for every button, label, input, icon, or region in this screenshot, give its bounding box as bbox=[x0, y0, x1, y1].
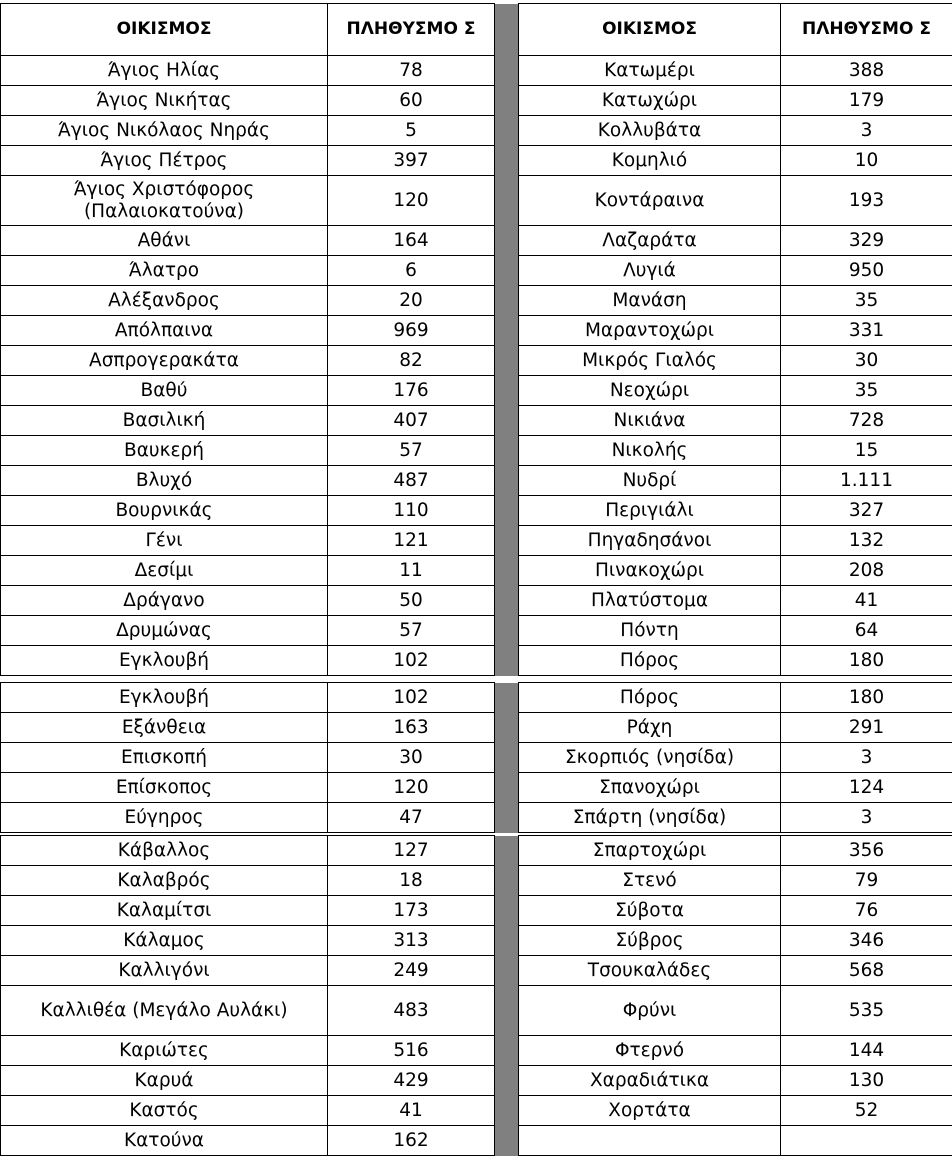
population-left: 102 bbox=[328, 683, 495, 713]
population-right: 1.111 bbox=[781, 466, 952, 496]
population-right: 30 bbox=[781, 346, 952, 376]
population-right: 41 bbox=[781, 586, 952, 616]
table-row bbox=[1, 773, 952, 803]
population-left: 969 bbox=[328, 316, 495, 346]
table-row bbox=[1, 956, 952, 986]
table-body-continued-1 bbox=[1, 683, 952, 833]
column-separator bbox=[495, 436, 519, 466]
header-population-left: ΠΛΗΘΥΣΜΟ Σ bbox=[328, 4, 495, 56]
population-left: 163 bbox=[328, 713, 495, 743]
column-separator bbox=[495, 956, 519, 986]
settlement-name-left: Καλαμίτσι bbox=[1, 896, 328, 926]
population-table-continued-2 bbox=[0, 835, 952, 1156]
population-left: 41 bbox=[328, 1096, 495, 1126]
table-row bbox=[1, 256, 952, 286]
settlement-name-right: Πόρος bbox=[519, 683, 781, 713]
column-separator bbox=[495, 646, 519, 676]
population-left: 5 bbox=[328, 116, 495, 146]
population-left: 50 bbox=[328, 586, 495, 616]
settlement-name-left: Καλαβρός bbox=[1, 866, 328, 896]
settlement-name-right: Σκορπιός (νησίδα) bbox=[519, 743, 781, 773]
population-left: 516 bbox=[328, 1036, 495, 1066]
settlement-name-left: Καστός bbox=[1, 1096, 328, 1126]
settlement-name-left: Δρυμώνας bbox=[1, 616, 328, 646]
settlement-name-left: Βλυχό bbox=[1, 466, 328, 496]
column-separator bbox=[495, 86, 519, 116]
population-right: 52 bbox=[781, 1096, 952, 1126]
table-row bbox=[1, 926, 952, 956]
population-right: 35 bbox=[781, 376, 952, 406]
population-right: 10 bbox=[781, 146, 952, 176]
settlement-name-left: Εγκλουβή bbox=[1, 646, 328, 676]
column-separator bbox=[495, 556, 519, 586]
settlement-name-right: Πηγαδησάνοι bbox=[519, 526, 781, 556]
table-row bbox=[1, 1036, 952, 1066]
population-right: 535 bbox=[781, 986, 952, 1036]
population-table-main bbox=[0, 3, 952, 676]
population-left: 11 bbox=[328, 556, 495, 586]
table-row bbox=[1, 586, 952, 616]
population-right: 132 bbox=[781, 526, 952, 556]
settlement-name-right: Κομηλιό bbox=[519, 146, 781, 176]
settlement-name-right: Λυγιά bbox=[519, 256, 781, 286]
settlement-name-right: Λαζαράτα bbox=[519, 226, 781, 256]
table-row bbox=[1, 556, 952, 586]
table-row bbox=[1, 526, 952, 556]
header-settlement-right: ΟΙΚΙΣΜΟΣ bbox=[519, 4, 781, 56]
settlement-name-left: Επισκοπή bbox=[1, 743, 328, 773]
table-row bbox=[1, 1096, 952, 1126]
population-right: 728 bbox=[781, 406, 952, 436]
column-separator bbox=[495, 496, 519, 526]
population-right: 193 bbox=[781, 176, 952, 226]
column-separator bbox=[495, 896, 519, 926]
column-separator bbox=[495, 256, 519, 286]
settlement-name-left: Άγιος Ηλίας bbox=[1, 56, 328, 86]
population-right: 35 bbox=[781, 286, 952, 316]
table-row bbox=[1, 866, 952, 896]
table-row bbox=[1, 316, 952, 346]
column-separator bbox=[495, 803, 519, 833]
column-separator bbox=[495, 713, 519, 743]
population-left: 176 bbox=[328, 376, 495, 406]
settlement-name-right: Πόντη bbox=[519, 616, 781, 646]
column-separator bbox=[495, 226, 519, 256]
table-row bbox=[1, 116, 952, 146]
table-row bbox=[1, 376, 952, 406]
population-left: 30 bbox=[328, 743, 495, 773]
population-left: 127 bbox=[328, 836, 495, 866]
column-separator bbox=[495, 683, 519, 713]
column-separator bbox=[495, 116, 519, 146]
column-separator bbox=[495, 146, 519, 176]
settlement-name-left: Βουρνικάς bbox=[1, 496, 328, 526]
population-right: 3 bbox=[781, 743, 952, 773]
header-settlement-left: ΟΙΚΙΣΜΟΣ bbox=[1, 4, 328, 56]
population-right: 3 bbox=[781, 803, 952, 833]
table-row bbox=[1, 86, 952, 116]
settlement-name-left: Απόλπαινα bbox=[1, 316, 328, 346]
settlement-name-left: Άγιος Νικήτας bbox=[1, 86, 328, 116]
population-right: 64 bbox=[781, 616, 952, 646]
population-right: 76 bbox=[781, 896, 952, 926]
settlement-name-left: Εγκλουβή bbox=[1, 683, 328, 713]
settlement-name-right: Στενό bbox=[519, 866, 781, 896]
column-separator bbox=[495, 836, 519, 866]
table-row bbox=[1, 176, 952, 226]
settlement-name-right: Περιγιάλι bbox=[519, 496, 781, 526]
population-left: 60 bbox=[328, 86, 495, 116]
settlement-name-left: Γένι bbox=[1, 526, 328, 556]
settlement-name-left: Εξάνθεια bbox=[1, 713, 328, 743]
settlement-name-right: Κολλυβάτα bbox=[519, 116, 781, 146]
settlement-name-right: Νεοχώρι bbox=[519, 376, 781, 406]
table-row bbox=[1, 346, 952, 376]
population-left: 487 bbox=[328, 466, 495, 496]
settlement-name-left: Εύγηρος bbox=[1, 803, 328, 833]
column-separator bbox=[495, 4, 519, 56]
population-right: 15 bbox=[781, 436, 952, 466]
settlement-name-right: Τσουκαλάδες bbox=[519, 956, 781, 986]
population-left: 120 bbox=[328, 176, 495, 226]
population-right: 124 bbox=[781, 773, 952, 803]
population-right: 180 bbox=[781, 683, 952, 713]
settlement-name-right: Μανάση bbox=[519, 286, 781, 316]
population-right: 79 bbox=[781, 866, 952, 896]
table-row bbox=[1, 226, 952, 256]
table-row bbox=[1, 646, 952, 676]
settlement-name-left: Δράγανο bbox=[1, 586, 328, 616]
population-right: 388 bbox=[781, 56, 952, 86]
settlement-name-right: Κατωμέρι bbox=[519, 56, 781, 86]
settlement-name-left: Βαυκερή bbox=[1, 436, 328, 466]
table-body-main bbox=[1, 4, 952, 676]
settlement-name-right: Φτερνό bbox=[519, 1036, 781, 1066]
column-separator bbox=[495, 1126, 519, 1156]
table-row bbox=[1, 683, 952, 713]
column-separator bbox=[495, 346, 519, 376]
column-separator bbox=[495, 56, 519, 86]
column-separator bbox=[495, 1066, 519, 1096]
column-separator bbox=[495, 406, 519, 436]
settlement-name-left: Καλλιγόνι bbox=[1, 956, 328, 986]
population-left: 57 bbox=[328, 436, 495, 466]
settlement-name-right: Φρύνι bbox=[519, 986, 781, 1036]
population-left: 249 bbox=[328, 956, 495, 986]
table-row bbox=[1, 1066, 952, 1096]
population-right: 950 bbox=[781, 256, 952, 286]
settlement-name-right: Χορτάτα bbox=[519, 1096, 781, 1126]
settlement-name-right bbox=[519, 1126, 781, 1156]
settlement-name-left: Καριώτες bbox=[1, 1036, 328, 1066]
settlement-name-right: Πόρος bbox=[519, 646, 781, 676]
settlement-name-left: Καλλιθέα (Μεγάλο Αυλάκι) bbox=[1, 986, 328, 1036]
population-right bbox=[781, 1126, 952, 1156]
settlement-name-right: Πινακοχώρι bbox=[519, 556, 781, 586]
population-right: 291 bbox=[781, 713, 952, 743]
settlement-name-left: Καρυά bbox=[1, 1066, 328, 1096]
population-table-continued-1 bbox=[0, 682, 952, 833]
table-row bbox=[1, 616, 952, 646]
settlement-name-right: Κοντάραινα bbox=[519, 176, 781, 226]
table-row bbox=[1, 896, 952, 926]
population-left: 20 bbox=[328, 286, 495, 316]
column-separator bbox=[495, 866, 519, 896]
population-left: 164 bbox=[328, 226, 495, 256]
population-right: 327 bbox=[781, 496, 952, 526]
population-left: 18 bbox=[328, 866, 495, 896]
settlement-name-right: Νυδρί bbox=[519, 466, 781, 496]
settlement-name-left: Επίσκοπος bbox=[1, 773, 328, 803]
table-row bbox=[1, 1126, 952, 1156]
population-left: 313 bbox=[328, 926, 495, 956]
settlement-name-left: Κάλαμος bbox=[1, 926, 328, 956]
population-left: 47 bbox=[328, 803, 495, 833]
column-separator bbox=[495, 1036, 519, 1066]
population-right: 180 bbox=[781, 646, 952, 676]
population-left: 121 bbox=[328, 526, 495, 556]
table-row bbox=[1, 406, 952, 436]
population-right: 144 bbox=[781, 1036, 952, 1066]
table-row bbox=[1, 56, 952, 86]
population-left: 397 bbox=[328, 146, 495, 176]
column-separator bbox=[495, 316, 519, 346]
population-right: 568 bbox=[781, 956, 952, 986]
settlement-name-right: Μαραντοχώρι bbox=[519, 316, 781, 346]
column-separator bbox=[495, 286, 519, 316]
population-right: 179 bbox=[781, 86, 952, 116]
population-left: 173 bbox=[328, 896, 495, 926]
column-separator bbox=[495, 926, 519, 956]
settlement-name-right: Σύβρος bbox=[519, 926, 781, 956]
population-right: 3 bbox=[781, 116, 952, 146]
population-right: 356 bbox=[781, 836, 952, 866]
population-left: 120 bbox=[328, 773, 495, 803]
column-separator bbox=[495, 466, 519, 496]
population-left: 78 bbox=[328, 56, 495, 86]
table-body-continued-2 bbox=[1, 836, 952, 1156]
settlement-name-right: Σπαρτοχώρι bbox=[519, 836, 781, 866]
column-separator bbox=[495, 176, 519, 226]
table-row bbox=[1, 286, 952, 316]
settlement-name-left: Ασπρογερακάτα bbox=[1, 346, 328, 376]
column-separator bbox=[495, 743, 519, 773]
column-separator bbox=[495, 376, 519, 406]
settlement-name-left: Άγιος Χριστόφορος (Παλαιοκατούνα) bbox=[1, 176, 328, 226]
settlement-name-right: Νικολής bbox=[519, 436, 781, 466]
table-row bbox=[1, 146, 952, 176]
table-row bbox=[1, 496, 952, 526]
settlement-name-left: Άλατρο bbox=[1, 256, 328, 286]
table-row bbox=[1, 743, 952, 773]
settlement-name-right: Κατωχώρι bbox=[519, 86, 781, 116]
population-left: 6 bbox=[328, 256, 495, 286]
settlement-name-left: Βασιλική bbox=[1, 406, 328, 436]
population-left: 57 bbox=[328, 616, 495, 646]
population-left: 483 bbox=[328, 986, 495, 1036]
settlement-name-left: Αλέξανδρος bbox=[1, 286, 328, 316]
column-separator bbox=[495, 773, 519, 803]
column-separator bbox=[495, 1096, 519, 1126]
table-row bbox=[1, 986, 952, 1036]
settlement-name-right: Πλατύστομα bbox=[519, 586, 781, 616]
column-separator bbox=[495, 586, 519, 616]
settlement-name-left: Δεσίμι bbox=[1, 556, 328, 586]
table-row bbox=[1, 836, 952, 866]
population-right: 331 bbox=[781, 316, 952, 346]
population-left: 162 bbox=[328, 1126, 495, 1156]
settlement-name-right: Σπάρτη (νησίδα) bbox=[519, 803, 781, 833]
settlement-name-left: Αθάνι bbox=[1, 226, 328, 256]
settlement-name-left: Κατούνα bbox=[1, 1126, 328, 1156]
settlement-name-left: Βαθύ bbox=[1, 376, 328, 406]
population-left: 110 bbox=[328, 496, 495, 526]
table-row bbox=[1, 803, 952, 833]
header-row bbox=[1, 4, 952, 56]
settlement-name-left: Άγιος Νικόλαος Νηράς bbox=[1, 116, 328, 146]
settlement-name-right: Σπανοχώρι bbox=[519, 773, 781, 803]
population-right: 329 bbox=[781, 226, 952, 256]
settlement-name-right: Μικρός Γιαλός bbox=[519, 346, 781, 376]
settlement-name-right: Χαραδιάτικα bbox=[519, 1066, 781, 1096]
column-separator bbox=[495, 986, 519, 1036]
settlement-name-left: Κάβαλλος bbox=[1, 836, 328, 866]
column-separator bbox=[495, 616, 519, 646]
table-row bbox=[1, 713, 952, 743]
settlement-name-left: Άγιος Πέτρος bbox=[1, 146, 328, 176]
settlement-name-right: Ράχη bbox=[519, 713, 781, 743]
settlement-name-right: Νικιάνα bbox=[519, 406, 781, 436]
table-row bbox=[1, 436, 952, 466]
table-row bbox=[1, 466, 952, 496]
population-right: 346 bbox=[781, 926, 952, 956]
settlement-name-right: Σύβοτα bbox=[519, 896, 781, 926]
population-right: 130 bbox=[781, 1066, 952, 1096]
population-left: 429 bbox=[328, 1066, 495, 1096]
population-right: 208 bbox=[781, 556, 952, 586]
population-left: 407 bbox=[328, 406, 495, 436]
header-population-right: ΠΛΗΘΥΣΜΟ Σ bbox=[781, 4, 952, 56]
population-left: 82 bbox=[328, 346, 495, 376]
column-separator bbox=[495, 526, 519, 556]
population-left: 102 bbox=[328, 646, 495, 676]
